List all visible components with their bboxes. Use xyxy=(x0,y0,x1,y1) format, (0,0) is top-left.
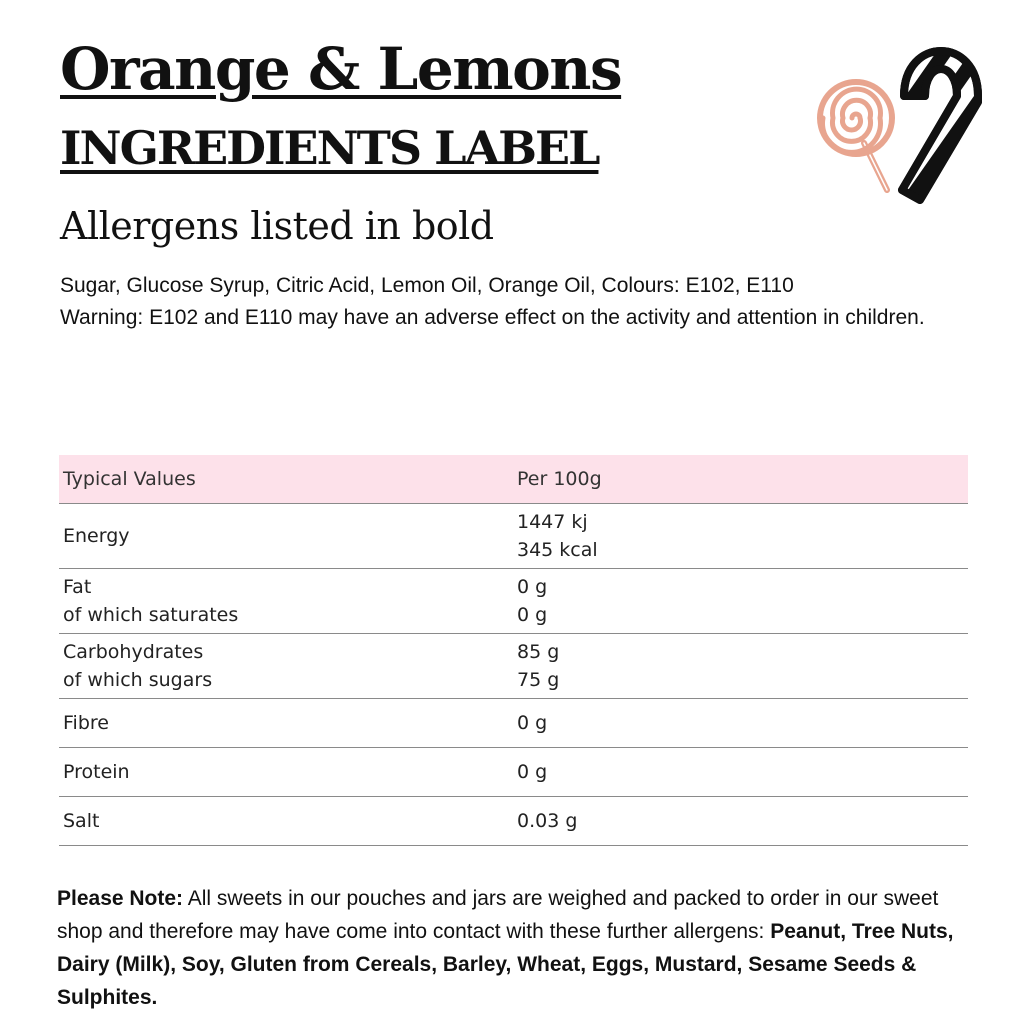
row-label: Salt xyxy=(59,797,513,846)
table-row xyxy=(59,569,968,634)
row-label-main: Fat xyxy=(63,576,92,598)
ingredients-text xyxy=(60,270,960,334)
table-row xyxy=(59,748,968,797)
nutrition-table xyxy=(59,455,968,846)
row-value-sub: 75 g xyxy=(517,669,560,691)
row-label: Fibre xyxy=(59,699,513,748)
table-row xyxy=(59,634,968,699)
row-label xyxy=(59,634,513,699)
candy-cane-icon xyxy=(812,38,987,213)
row-value: 0.03 g xyxy=(513,797,968,846)
lollipop-icon xyxy=(820,82,892,190)
allergen-note xyxy=(57,882,967,1014)
row-label-sub: of which sugars xyxy=(63,669,213,691)
sweets-illustration xyxy=(812,38,987,213)
header-typical-values: Typical Values xyxy=(59,455,513,504)
row-label-main: Energy xyxy=(63,525,130,547)
allergen-heading: Allergens listed in bold xyxy=(60,204,494,248)
table-row xyxy=(59,797,968,846)
row-label-main: Carbohydrates xyxy=(63,641,204,663)
row-value xyxy=(513,569,968,634)
row-value-sub: 345 kcal xyxy=(517,539,598,561)
note-lead: Please Note: xyxy=(57,887,184,910)
row-value: 0 g xyxy=(513,699,968,748)
row-value: 0 g xyxy=(513,748,968,797)
row-value-main: 1447 kj xyxy=(517,511,588,533)
row-value-main: 0 g xyxy=(517,576,548,598)
note-allergens: Peanut, Tree Nuts, Dairy (Milk), Soy, Gluten from Cereals, Barley, Wheat, Eggs, Mustard, Sesame Seeds & Sulphites. xyxy=(57,920,954,1009)
label-subtitle: INGREDIENTS LABEL xyxy=(60,121,599,175)
row-value xyxy=(513,504,968,569)
product-title: Orange & Lemons xyxy=(60,35,622,103)
table-row xyxy=(59,699,968,748)
row-label-sub: of which saturates xyxy=(63,604,239,626)
row-value-sub: 0 g xyxy=(517,604,548,626)
note-body: All sweets in our pouches and jars are weighed and packed to order in our sweet shop and therefore may have come into contact with these further allergens: xyxy=(57,887,939,943)
row-label: Protein xyxy=(59,748,513,797)
nutrition-header-row xyxy=(59,455,968,504)
ingredients-warning: Warning: E102 and E110 may have an adverse effect on the activity and attention in children. xyxy=(60,306,925,329)
row-label xyxy=(59,569,513,634)
table-row xyxy=(59,504,968,569)
row-value xyxy=(513,634,968,699)
row-value-main: 85 g xyxy=(517,641,560,663)
row-label xyxy=(59,504,513,569)
header-per-100g: Per 100g xyxy=(513,455,968,504)
ingredients-list: Sugar, Glucose Syrup, Citric Acid, Lemon Oil, Orange Oil, Colours: E102, E110 xyxy=(60,274,794,297)
